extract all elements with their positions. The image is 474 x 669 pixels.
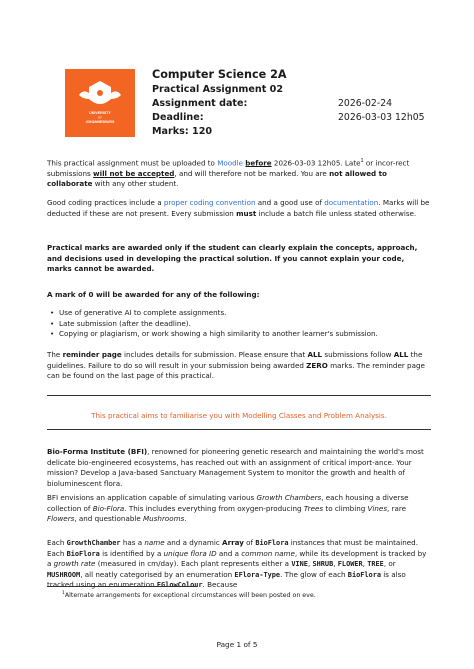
growth-chamber-paragraph: Each GrowthChamber has a name and a dynamic Array of BioFlora instances that must be maintained. Each BioFlora is identified by a unique flora ID and a common name, while its development is tracked by a growth rate (measured in cm/day). Each plant represents either a VINE, SHRUB, FLOWER, TREE, or MUSHROOM, all neatly categorised by an enumeration EFlora-Type. The glow of each BioFlora is also tracked using an enumeration EGlowColour. Because	[47, 538, 427, 589]
logo-text-3: JOHANNESBURG	[85, 120, 115, 124]
deadline-value: 2026-03-03 12h05	[338, 112, 425, 123]
coding-paragraph: Good coding practices include a proper coding convention and a good use of documentation. Marks will be deducted if these are not present. Every submission must include a batch file unless stated otherwise.	[47, 198, 430, 218]
list-item: • Late submission (after the deadline).	[47, 319, 431, 330]
moodle-link[interactable]: Moodle	[217, 158, 244, 168]
bfi-application-paragraph: BFI envisions an application capable of simulating various Growth Chambers, each housing a diverse collection of Bio-Flora. This includes everything from oxygen-producing Trees to climbing Vines, rare Flowers, and questionable Mushrooms.	[47, 493, 409, 523]
bfi-paragraph: Bio-Forma Institute (BFI), renowned for pioneering genetic research and maintaining the world's most delicate bio-engineered ecosystems, has reached out with an assignment of critical import-ance. Your mission? Develop a Java-based Sanctuary Management System to monitor the growth and health of bioluminescent flora.	[47, 447, 424, 488]
aim-bottom-rule	[47, 429, 431, 430]
footnote: $^1$Alternate arrangements for exceptional circumstances will been posted on eve.	[62, 591, 316, 600]
footnote-marker: 1	[360, 158, 364, 164]
assignment-title: Practical Assignment 02	[152, 84, 284, 95]
logo-text-1: UNIVERSITY	[89, 111, 111, 115]
aim-top-rule	[47, 395, 431, 396]
list-item: • Copying or plagiarism, or work showing a high similarity to another learner's submission.	[47, 329, 431, 340]
documentation-link[interactable]: documentation	[324, 198, 379, 207]
marks-total: Marks: 120	[152, 126, 213, 137]
zero-mark-heading: A mark of 0 will be awarded for any of the following:	[47, 290, 260, 299]
logo-text-2: OF	[97, 115, 103, 120]
zero-mark-list	[47, 308, 431, 340]
crest-icon	[65, 69, 135, 137]
reminder-paragraph: The reminder page includes details for submission. Please ensure that ALL submissions follow ALL the guidelines. Failure to do so will result in your submission being awarded ZERO marks. The reminder page can be found on the last page of this practical.	[47, 350, 425, 380]
assignment-date-value: 2026-02-24	[338, 98, 393, 109]
footnote-rule	[47, 586, 197, 587]
course-title: Computer Science 2A	[152, 68, 287, 81]
page-number: Page 1 of 5	[216, 640, 258, 649]
deadline-label: Deadline:	[152, 112, 204, 123]
explain-notice: Practical marks are awarded only if the student can clearly explain the concepts, approach, and decisions used in developing the practical solution. If you cannot explain your code, marks cannot be awarded.	[47, 243, 418, 273]
coding-convention-link[interactable]: proper coding convention	[163, 198, 256, 207]
university-logo	[65, 69, 135, 137]
assignment-date-label: Assignment date:	[152, 98, 248, 109]
intro-paragraph: This practical assignment must be uploaded to Moodle before 2026-03-03 12h05. Late$^1$ or incor-rect submissions will not be accepted, and will therefore not be marked. You are not allowed to collaborate with any other student.	[47, 158, 410, 189]
list-item: • Use of generative AI to complete assignments.	[47, 308, 431, 319]
aim-statement: This practical aims to familiarise you with Modelling Classes and Problem Analysis.	[91, 411, 387, 420]
